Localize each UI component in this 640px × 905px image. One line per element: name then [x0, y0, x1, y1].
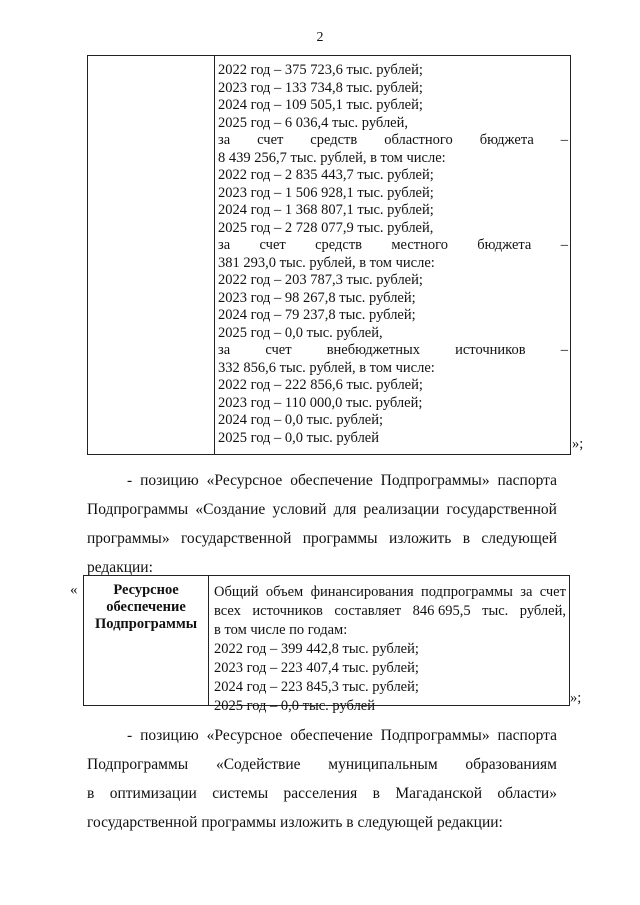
table-text-line: 2023 год – 223 407,4 тыс. рублей;	[214, 660, 419, 676]
word: счет	[259, 237, 286, 253]
table-text-line: 2023 год – 110 000,0 тыс. рублей;	[218, 394, 423, 411]
word: счет	[539, 584, 566, 600]
page-number: 2	[316, 30, 324, 45]
word: «Создание	[195, 501, 266, 518]
resource-table	[83, 575, 570, 714]
word: Общий	[214, 584, 259, 600]
word: реализации	[363, 501, 440, 518]
word: в	[372, 785, 380, 802]
word: за	[218, 132, 231, 148]
word: в	[462, 530, 471, 547]
table-text-line: 2025 год – 0,0 тыс. рублей	[218, 429, 380, 446]
word: –	[560, 237, 568, 253]
word: составляет	[334, 603, 402, 619]
word: области»	[497, 785, 557, 802]
word: условий	[272, 501, 327, 518]
word: изложить	[388, 530, 452, 547]
word: в	[87, 785, 95, 802]
word: обеспечение	[290, 472, 373, 489]
paragraph-line	[87, 495, 557, 524]
table-text-line: 2025 год – 2 728 077,9 тыс. рублей,	[218, 219, 434, 236]
word: «Содействие	[215, 756, 301, 773]
word: внебюджетных	[326, 342, 420, 358]
word: государственной	[446, 501, 557, 518]
word: «Ресурсное	[206, 472, 283, 489]
paragraph-line	[87, 721, 557, 750]
word: обеспечение	[290, 727, 373, 744]
word: следующей	[481, 530, 557, 547]
table-text-line	[218, 132, 568, 150]
resource-table-value-cell	[214, 583, 566, 716]
table-text-line: 2025 год – 6 036,4 тыс. рублей,	[218, 114, 409, 131]
word: –	[560, 132, 568, 148]
word: средств	[315, 237, 363, 253]
word: источников	[455, 342, 526, 358]
word: Магаданской	[395, 785, 483, 802]
word: программы	[302, 530, 378, 547]
table-text-line	[214, 583, 566, 602]
paragraph-line	[87, 524, 557, 553]
label-line: Подпрограммы	[94, 616, 198, 632]
paragraph-line	[87, 779, 557, 808]
word: тыс.	[482, 603, 509, 619]
word: муниципальным	[328, 756, 438, 773]
resource-table-label-cell	[84, 576, 209, 705]
word: счет	[265, 342, 292, 358]
word: для	[333, 501, 357, 518]
paragraph-line	[87, 466, 557, 495]
table2-opening-quote: «	[70, 582, 78, 598]
table-text-line: 2024 год – 223 845,3 тыс. рублей;	[214, 679, 419, 695]
word: средств	[310, 132, 358, 148]
table-text-line: 2025 год – 0,0 тыс. рублей	[214, 698, 376, 714]
word: финансирования	[310, 584, 414, 600]
word: –	[560, 342, 568, 358]
label-line: Ресурсное	[113, 582, 179, 598]
table-text-line: 2023 год – 133 734,8 тыс. рублей;	[218, 79, 423, 96]
word: образованиям	[465, 756, 557, 773]
table-text-line	[214, 602, 566, 621]
table-text-line: 2022 год – 375 723,6 тыс. рублей;	[218, 62, 423, 78]
word: Подпрограммы»	[380, 472, 490, 489]
word: Подпрограммы	[87, 756, 189, 773]
word: областного	[384, 132, 453, 148]
word: -	[127, 472, 133, 489]
table-text-line: 2022 год – 399 442,8 тыс. рублей;	[214, 641, 419, 657]
paragraph-1	[87, 466, 557, 582]
table-text-line: 2023 год – 1 506 928,1 тыс. рублей;	[218, 184, 434, 201]
paragraph-line	[87, 750, 557, 779]
table-text-line: 2022 год – 222 856,6 тыс. рублей;	[218, 377, 423, 393]
table-text-line: 332 856,6 тыс. рублей, в том числе:	[218, 359, 435, 376]
word: Подпрограммы»	[380, 727, 490, 744]
funding-table-continued	[87, 55, 571, 455]
table-text-line: 381 293,0 тыс. рублей, в том числе:	[218, 254, 435, 271]
table-text-line: 2024 год – 1 368 807,1 тыс. рублей;	[218, 202, 434, 218]
word: бюджета	[477, 237, 532, 253]
word: за	[218, 237, 231, 253]
table-text-line: в том числе по годам:	[214, 622, 348, 638]
word: Подпрограммы	[87, 501, 189, 518]
word: местного	[391, 237, 448, 253]
word: 846 695,5	[412, 603, 471, 619]
word: оптимизации	[109, 785, 197, 802]
word: за	[218, 342, 231, 358]
table-text-line	[218, 237, 568, 255]
word: -	[127, 727, 133, 744]
paragraph-line: государственной программы изложить в следующей редакции:	[87, 814, 503, 831]
paragraph-2	[87, 721, 557, 837]
label-line: обеспечение	[106, 599, 186, 615]
word: паспорта	[497, 472, 557, 489]
table-text-line: 8 439 256,7 тыс. рублей, в том числе:	[218, 149, 446, 166]
table-column-divider	[214, 56, 215, 454]
word: «Ресурсное	[206, 727, 283, 744]
word: за	[520, 584, 533, 600]
table-text-line: 2025 год – 0,0 тыс. рублей,	[218, 324, 383, 341]
table-text-line: 2022 год – 2 835 443,7 тыс. рублей;	[218, 167, 434, 183]
word: редакции:	[87, 559, 153, 576]
table1-closing-quote: »;	[572, 436, 584, 452]
word: государственной	[180, 530, 292, 547]
table-text-line: 2022 год – 203 787,3 тыс. рублей;	[218, 272, 423, 288]
word: счет	[257, 132, 284, 148]
table-text-line	[218, 342, 568, 360]
word: паспорта	[497, 727, 557, 744]
funding-cell	[218, 62, 568, 447]
word: позицию	[140, 472, 199, 489]
table-text-line: 2024 год – 0,0 тыс. рублей;	[218, 412, 384, 428]
word: системы	[212, 785, 269, 802]
table-text-line: 2024 год – 79 237,8 тыс. рублей;	[218, 307, 416, 323]
word: всех	[214, 603, 241, 619]
word: позицию	[140, 727, 199, 744]
word: программы»	[87, 530, 170, 547]
word: источников	[252, 603, 323, 619]
word: подпрограммы	[420, 584, 513, 600]
table-text-line: 2024 год – 109 505,1 тыс. рублей;	[218, 97, 423, 113]
table-text-line: 2023 год – 98 267,8 тыс. рублей;	[218, 289, 416, 306]
word: расселения	[283, 785, 358, 802]
word: объем	[265, 584, 304, 600]
word: рублей,	[519, 603, 566, 619]
word: бюджета	[479, 132, 534, 148]
table2-closing-quote: »;	[570, 690, 582, 706]
